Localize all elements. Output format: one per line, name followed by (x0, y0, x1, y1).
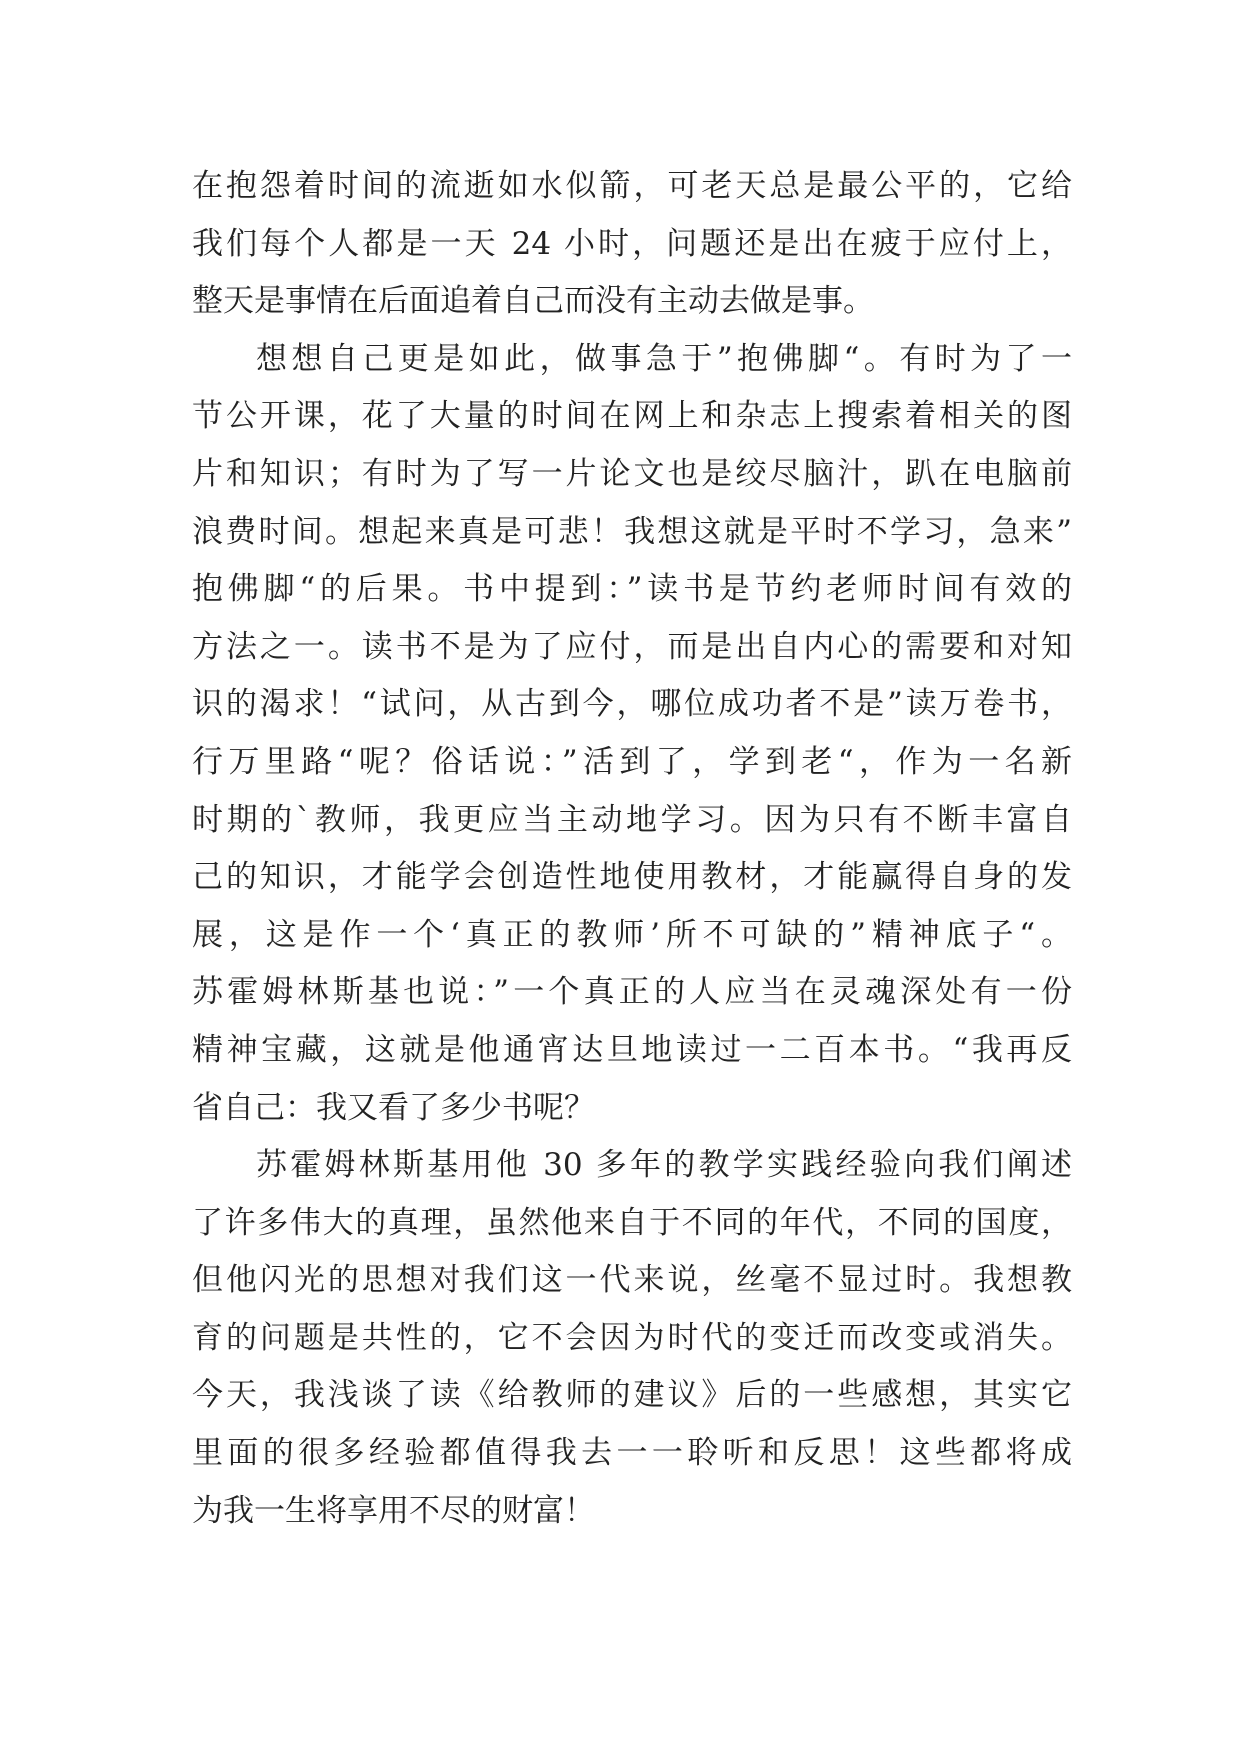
text-line: 苏霍姆林斯基用他 30 多年的教学实践经验向我们阐述 (256, 1147, 1072, 1184)
text-line: 时期的`教师，我更应当主动地学习。因为只有不断丰富自 (192, 801, 1072, 838)
text-line: 苏霍姆林斯基也说：”一个真正的人应当在灵魂深处有一份 (192, 974, 1072, 1011)
paragraph-2 (192, 331, 1072, 1137)
text-line: 识的渴求！“试问，从古到今，哪位成功者不是”读万卷书， (192, 686, 1072, 723)
text-line: 我们每个人都是一天 24 小时，问题还是出在疲于应付上， (192, 225, 1072, 262)
document-body (192, 158, 1072, 1540)
paragraph-1 (192, 158, 1072, 331)
text-line: 里面的很多经验都值得我去一一聆听和反思！这些都将成 (192, 1435, 1072, 1472)
text-line: 精神宝藏，这就是他通宵达旦地读过一二百本书。“我再反 (192, 1031, 1072, 1068)
text-line: 在抱怨着时间的流逝如水似箭，可老天总是最公平的，它给 (192, 168, 1072, 204)
text-line: 了许多伟大的真理，虽然他来自于不同的年代，不同的国度， (192, 1204, 1072, 1241)
text-line: 片和知识；有时为了写一片论文也是绞尽脑汁，趴在电脑前 (192, 455, 1072, 492)
text-line: 展，这是作一个‘真正的教师’所不可缺的”精神底子“。 (192, 916, 1072, 953)
paragraph-3 (192, 1137, 1072, 1540)
text-line: 浪费时间。想起来真是可悲！我想这就是平时不学习，急来” (192, 513, 1072, 550)
text-line: 为我一生将享用不尽的财富！ (192, 1492, 595, 1529)
text-line: 但他闪光的思想对我们这一代来说，丝毫不显过时。我想教 (192, 1262, 1072, 1299)
text-line: 今天，我浅谈了读《给教师的建议》后的一些感想，其实它 (192, 1377, 1072, 1414)
text-line: 抱佛脚“的后果。书中提到：”读书是节约老师时间有效的 (192, 571, 1072, 608)
text-line: 育的问题是共性的，它不会因为时代的变迁而改变或消失。 (192, 1319, 1072, 1356)
text-line: 己的知识，才能学会创造性地使用教材，才能赢得自身的发 (192, 859, 1072, 896)
text-line: 整天是事情在后面追着自己而没有主动去做是事。 (192, 283, 874, 320)
text-line: 想想自己更是如此，做事急于”抱佛脚“。有时为了一 (256, 340, 1072, 377)
text-line: 行万里路“呢？俗话说：”活到了，学到老“，作为一名新 (192, 743, 1072, 780)
text-line: 节公开课，花了大量的时间在网上和杂志上搜索着相关的图 (192, 398, 1072, 435)
text-line: 方法之一。读书不是为了应付，而是出自内心的需要和对知 (192, 628, 1072, 665)
text-line: 省自己：我又看了多少书呢？ (192, 1089, 595, 1126)
